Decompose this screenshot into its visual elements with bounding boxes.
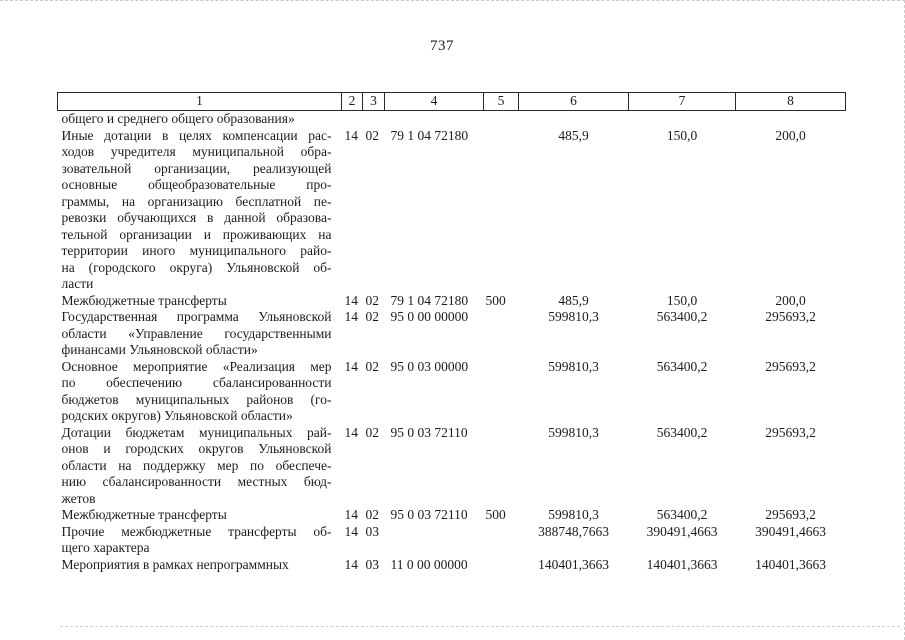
description-line: тельной организации и проживающих на [61,226,332,242]
expense-type-code [484,524,519,557]
header-col-8: 8 [736,93,846,111]
page-number: 737 [430,38,454,54]
row-description [58,293,342,310]
description-line: территории иного муниципального райо- [61,243,332,258]
amount-col-6: 599810,3 [548,507,599,522]
amount-col-8: 200,0 [775,292,806,308]
row-description [58,524,342,557]
header-col-5: 5 [484,93,519,111]
amount-col-8: 140401,3663 [755,556,826,572]
table-row [58,507,846,524]
description-line: общего и среднего общего образования» [61,111,295,126]
subsection-code [363,111,385,128]
amount-col-8: 295693,2 [765,309,816,324]
description-line: на (городского округа) Ульяновской об- [61,259,332,275]
amount-col-8: 295693,2 [765,424,816,440]
section-code: 14 [344,127,358,143]
amount-col-8: 200,0 [775,127,806,143]
subsection-code: 02 [365,127,379,143]
subsection-code: 02 [365,358,379,374]
amount-col-6: 485,9 [558,292,589,308]
header-col-3: 3 [363,93,385,111]
section-code: 14 [344,358,358,374]
expense-type-code: 500 [485,507,506,522]
section-code: 14 [344,292,358,308]
description-line: щего характера [61,540,150,555]
target-article-code: 79 1 04 72180 [390,127,469,143]
description-line: Дотации бюджетам муниципальных рай- [61,424,332,440]
table-row [58,359,846,425]
row-description [58,557,342,574]
description-line: жетов [61,490,96,506]
amount-col-8: 295693,2 [765,507,816,522]
description-line: родских округов) Ульяновской области» [61,408,293,423]
expense-type-code [484,557,519,574]
amount-col-6: 140401,3663 [538,556,609,572]
expense-type-code [484,309,519,359]
description-line: бюджетов муниципальных районов (го- [61,391,332,407]
target-article-code [385,111,484,128]
description-line: граммы, на организацию бесплатной пе- [61,193,332,209]
header-row [58,93,846,111]
header-col-6: 6 [519,93,629,111]
section-code: 14 [344,507,358,522]
expense-type-code [484,425,519,508]
section-code: 14 [344,424,358,440]
expense-type-code [484,111,519,128]
subsection-code: 02 [365,309,379,324]
row-description [58,425,342,508]
section-code [342,111,363,128]
amount-col-6: 388748,7663 [538,523,609,539]
row-description [58,359,342,425]
target-article-code: 95 0 03 00000 [390,358,469,374]
scan-edge-line [60,626,900,627]
subsection-code: 02 [365,292,379,308]
description-line: ходов учредителя муниципальной обра- [61,144,332,159]
table-body [58,111,846,574]
target-article-code: 95 0 03 72110 [390,424,468,440]
header-col-7: 7 [629,93,736,111]
target-article-code: 95 0 03 72110 [390,507,468,522]
amount-col-7: 563400,2 [656,309,708,324]
amount-col-6: 599810,3 [548,424,599,440]
subsection-code: 02 [365,507,379,522]
header-col-2: 2 [342,93,363,111]
row-description [58,128,342,293]
description-line: области на поддержку мер по обеспече- [61,457,332,473]
section-code: 14 [344,523,358,539]
budget-table [57,92,846,573]
amount-col-8: 390491,4663 [755,523,826,539]
header-col-4: 4 [385,93,484,111]
description-line: Иные дотации в целях компенсации рас- [61,127,332,143]
subsection-code: 03 [365,556,379,572]
header-col-1: 1 [58,93,342,111]
description-line: области «Управление государственными [61,325,332,341]
subsection-code: 03 [365,523,379,539]
table-row [58,524,846,557]
description-line: зовательной организации, реализующей [61,160,332,176]
expense-type-code [484,128,519,293]
amount-col-8: 295693,2 [765,358,816,374]
target-article-code: 11 0 00 00000 [390,556,468,572]
target-article-code: 79 1 04 72180 [390,292,469,308]
description-line: Государственная программа Ульяновской [61,309,332,324]
amount-col-6: 599810,3 [548,309,599,324]
table-row [58,557,846,574]
amount-col-7: 390491,4663 [646,523,718,539]
row-description [58,111,342,128]
description-line: онов и городских округов Ульяновской [61,441,332,456]
expense-type-code [484,359,519,425]
description-line: основные общеобразовательные про- [61,177,332,192]
amount-col-7: 150,0 [666,292,698,308]
description-line: Межбюджетные трансферты [61,292,227,308]
amount-col-7: 563400,2 [656,424,708,440]
row-description [58,507,342,524]
table-header [58,93,846,111]
subsection-code: 02 [365,424,379,440]
description-line: Межбюджетные трансферты [61,507,227,522]
amount-col-7: 140401,3663 [646,556,718,572]
description-line: Мероприятия в рамках непрограммных [61,556,289,572]
amount-col-6 [519,111,629,128]
table-row [58,425,846,508]
description-line: Прочие межбюджетные трансферты об- [61,523,332,539]
amount-col-7 [629,111,736,128]
table-row [58,309,846,359]
description-line: по обеспечению сбалансированности [61,375,332,390]
amount-col-7: 150,0 [666,127,698,143]
table-row [58,111,846,128]
amount-col-8 [736,111,846,128]
section-code: 14 [344,556,358,572]
description-line: ласти [61,276,94,291]
table-row [58,128,846,293]
expense-type-code: 500 [485,292,506,308]
row-description [58,309,342,359]
amount-col-6: 599810,3 [548,358,599,374]
table-row [58,293,846,310]
description-line: финансами Ульяновской области» [61,342,258,357]
amount-col-7: 563400,2 [656,358,708,374]
section-code: 14 [344,309,358,324]
target-article-code [385,524,484,557]
description-line: ревозки обучающихся в данной образова- [61,210,332,225]
amount-col-6: 485,9 [558,127,589,143]
description-line: нию сбалансированности местных бюд- [61,474,332,489]
target-article-code: 95 0 00 00000 [390,309,469,324]
description-line: Основное мероприятие «Реализация мер [61,358,332,374]
amount-col-7: 563400,2 [656,507,708,522]
